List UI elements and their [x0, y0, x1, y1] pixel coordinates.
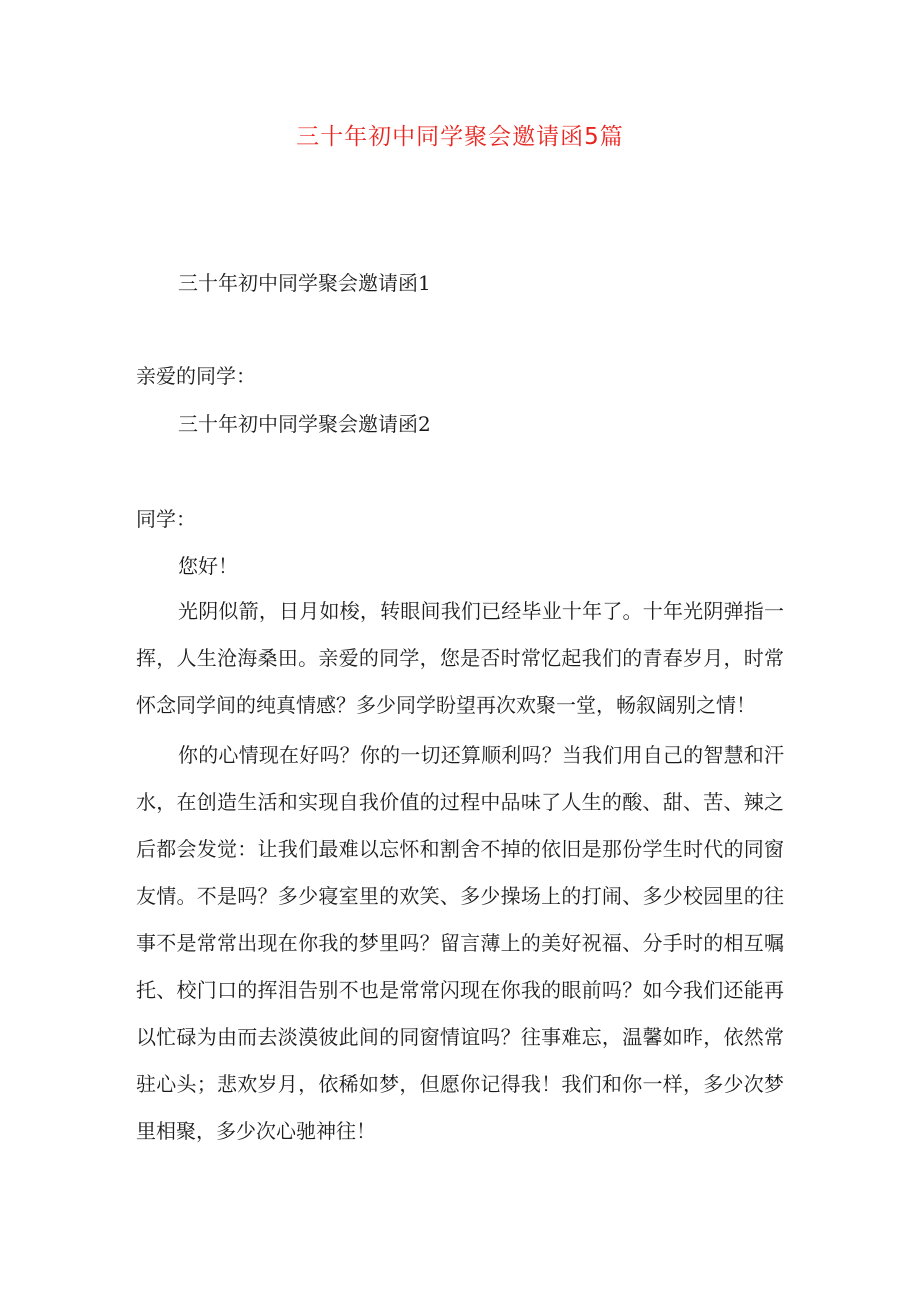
body-paragraph-1: 光阴似箭，日月如梭，转眼间我们已经毕业十年了。十年光阴弹指一挥，人生沧海桑田。亲爱的同学，您是否时常忆起我们的青春岁月，时常怀念同学间的纯真情感？多少同学盼望再次欢聚一堂，畅叙阔别之情！: [136, 599, 784, 717]
greeting: 您好！: [178, 554, 238, 578]
letter-heading-2: 三十年初中同学聚会邀请函2: [178, 412, 431, 436]
letter-heading-1: 三十年初中同学聚会邀请函1: [178, 271, 431, 295]
body-paragraph-2: 你的心情现在好吗？你的一切还算顺利吗？当我们用自己的智慧和汗水，在创造生活和实现自我价值的过程中品味了人生的酸、甜、苦、辣之后都会发觉：让我们最难以忘怀和割舍不掉的依旧是那份学生时代的同窗友情。不是吗？多少寝室里的欢笑、多少操场上的打闹、多少校园里的往事不是常常出现在你我的梦里吗？留言薄上的美好祝福、分手时的相互嘱托、校门口的挥泪告别不也是常常闪现在你我的眼前吗？如今我们还能再以忙碌为由而去淡漠彼此间的同窗情谊吗？往事难忘，温馨如昨，依然常驻心头；悲欢岁月，依稀如梦，但愿你记得我！我们和你一样，多少次梦里相聚，多少次心驰神往！: [136, 743, 784, 1143]
salutation-2: 同学：: [136, 507, 196, 531]
document-title: 三十年初中同学聚会邀请函5篇: [296, 124, 624, 150]
salutation-1: 亲爱的同学：: [136, 364, 256, 388]
